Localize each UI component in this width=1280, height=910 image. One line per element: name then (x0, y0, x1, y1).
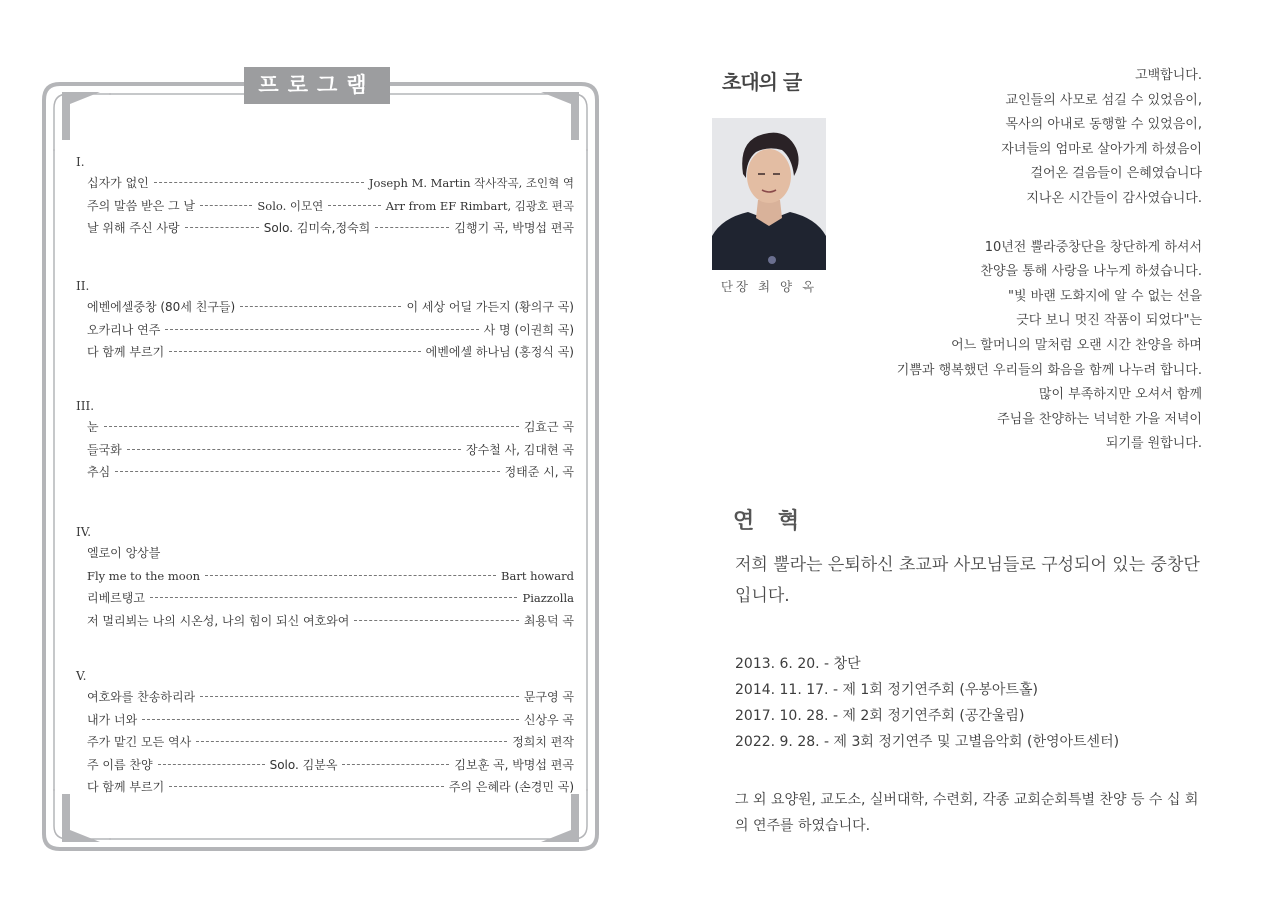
dot-leader (328, 205, 380, 206)
dot-leader (240, 306, 401, 307)
invitation-line: 걸어온 걸음들이 은혜였습니다 (1030, 166, 1202, 182)
program-section-5 (76, 666, 574, 799)
paragraph-gap (822, 212, 1202, 236)
program-item: 오카리나 연주 사 명 (이권희 곡) (87, 322, 574, 337)
program-item: 십자가 없인 Joseph M. Martin 작사작곡, 조인혁 역 (87, 176, 574, 190)
section-numeral: I. (76, 155, 85, 169)
program-item: 다 함께 부르기 에벤에셀 하나님 (홍정식 곡) (87, 345, 574, 359)
invitation-line: 긋다 보니 멋진 작품이 되었다"는 (1016, 313, 1202, 329)
timeline-item: 2014. 11. 17. - 제 1회 정기연주회 (우봉아트홀) (735, 682, 1038, 698)
dot-leader (354, 620, 518, 621)
program-item: 엘로이 앙상블 (87, 546, 161, 560)
invitation-line: 어느 할머니의 말처럼 오랜 시간 찬양을 하며 (951, 337, 1202, 353)
photo-caption: 단장 최 양 옥 (720, 279, 818, 294)
program-item: 날 위해 주신 사랑 Solo. 김미숙,정숙희 김행기 곡, 박명섭 편곡 (87, 221, 575, 235)
program-item: Fly me to the moon Bart howard (87, 568, 574, 583)
program-title: 프로그램 (244, 67, 390, 104)
dot-leader (115, 471, 499, 472)
dot-leader (342, 764, 449, 765)
dot-leader (142, 719, 519, 720)
dot-leader (205, 575, 496, 576)
dot-leader (158, 764, 265, 765)
program-section-4 (76, 522, 574, 632)
dot-leader (165, 329, 478, 330)
program-item: 주 이름 찬양 Solo. 김분옥 김보훈 곡, 박명섭 편곡 (87, 757, 574, 772)
dot-leader (185, 227, 259, 228)
program-section-2 (76, 276, 574, 364)
invitation-line: 주님을 찬양하는 넉넉한 가을 저녁이 (997, 411, 1202, 427)
dot-leader (200, 696, 519, 697)
dot-leader (154, 182, 364, 183)
section-numeral: III. (76, 399, 95, 413)
director-photo (712, 118, 826, 270)
invitation-line: 되기를 원합니다. (1105, 436, 1202, 452)
invitation-line: 지나온 시간들이 감사였습니다. (1026, 190, 1202, 206)
invitation-line: 목사의 아내로 동행할 수 있었음이, (1005, 117, 1202, 133)
timeline-item: 2017. 10. 28. - 제 2회 정기연주회 (공간울림) (735, 708, 1025, 724)
section-numeral: II. (76, 279, 90, 293)
program-item: 내가 너와 신상우 곡 (87, 712, 574, 727)
invitation-line: 찬양을 통해 사랑을 나누게 하셨습니다. (980, 264, 1202, 280)
dot-leader (104, 426, 519, 427)
dot-leader (169, 351, 420, 352)
program-section-1 (76, 152, 574, 240)
program-item: 다 함께 부르기 주의 은혜라 (손경민 곡) (87, 780, 574, 794)
invitation-line: 고백합니다. (1135, 68, 1202, 83)
program-item: 리베르탱고 Piazzolla (87, 591, 574, 605)
dot-leader (150, 597, 518, 598)
program-item: 저 멀리뵈는 나의 시온성, 나의 힘이 되신 여호와여 최용덕 곡 (87, 613, 574, 628)
history-closing: 그 외 요양원, 교도소, 실버대학, 수련회, 각종 교회순회특별 찬양 등 수 십 회의 연주를 하였습니다. (735, 792, 1199, 834)
program-item: 들국화 장수철 사, 김대현 곡 (87, 442, 574, 457)
dot-leader (127, 449, 461, 450)
invitation-line: 기쁨과 행복했던 우리들의 화음을 함께 나누려 합니다. (896, 362, 1202, 378)
timeline-item: 2022. 9. 28. - 제 3회 정기연주 및 고별음악회 (한영아트센터) (735, 734, 1120, 750)
invitation-line: 많이 부족하지만 오셔서 함께 (1038, 387, 1202, 403)
history-heading: 연 혁 (733, 509, 808, 534)
dot-leader (200, 205, 252, 206)
program-item: 주가 맡긴 모든 역사 정희치 편작 (87, 735, 574, 749)
program-item: 주의 말씀 받은 그 날 Solo. 이모연 Arr from EF Rimbart, 김광호 편곡 (87, 198, 574, 213)
dot-leader (169, 786, 444, 787)
portrait-image (712, 118, 826, 270)
timeline-item: 2013. 6. 20. - 창단 (735, 656, 861, 672)
invitation-heading: 초대의 글 (722, 70, 802, 94)
invitation-line: 교인들의 사모로 섬길 수 있었음이, (1005, 92, 1202, 108)
section-numeral: V. (76, 669, 87, 683)
dot-leader (196, 741, 507, 742)
invitation-text (822, 64, 1202, 457)
history-intro: 저희 뿔라는 은퇴하신 초교파 사모님들로 구성되어 있는 중창단입니다. (735, 555, 1200, 606)
dot-leader (375, 227, 449, 228)
program-item: 눈 김효근 곡 (87, 420, 574, 434)
program-item: 추심 정태준 시, 곡 (87, 465, 574, 479)
invitation-line: 자녀들의 엄마로 살아가게 하셨음이 (1001, 141, 1202, 157)
section-numeral: IV. (76, 525, 92, 539)
invitation-line: 10년전 뿔라중창단을 창단하게 하셔서 (984, 239, 1202, 255)
program-item: 여호와를 찬송하리라 문구영 곡 (87, 690, 574, 704)
history-timeline (735, 651, 1205, 755)
program-item: 에벤에셀중창 (80세 친구들) 이 세상 어딜 가든지 (황의구 곡) (87, 300, 574, 314)
program-section-3 (76, 396, 574, 484)
invitation-line: "빛 바랜 도화지에 알 수 없는 선을 (1007, 288, 1202, 304)
